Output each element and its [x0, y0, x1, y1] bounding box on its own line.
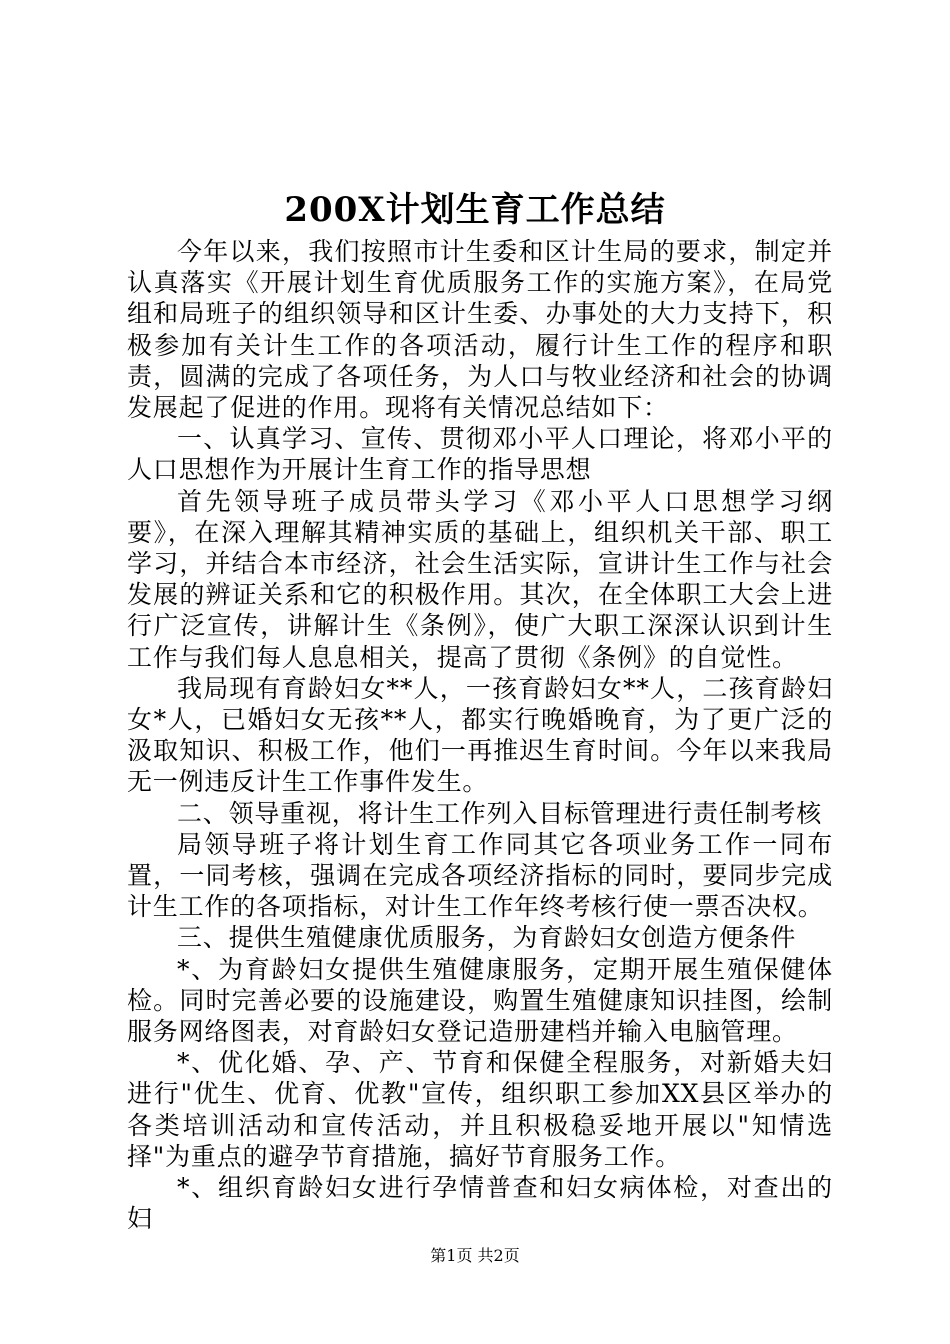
section-heading-3: 三、提供生殖健康优质服务，为育龄妇女创造方便条件 [177, 923, 797, 953]
paragraph-service-1: *、为育龄妇女提供生殖健康服务，定期开展生殖保健体检。同时完善必要的设施建设，购置生殖健康知识挂图，绘制服务网络图表，对育龄妇女登记造册建档并输入电脑管理。 [127, 954, 833, 1047]
section-heading-1: 一、认真学习、宣传、贯彻邓小平人口理论，将邓小平的人口思想作为开展计生育工作的指导思想 [127, 424, 833, 485]
document-body [127, 236, 833, 1235]
page-number-footer: 第1页 共2页 [430, 1246, 520, 1265]
paragraph-study: 首先领导班子成员带头学习《邓小平人口思想学习纲要》，在深入理解其精神实质的基础上，组织机关干部、职工学习，并结合本市经济，社会生活实际，宣讲计生工作与社会发展的辨证关系和它的积极作用。其次，在全体职工大会上进行广泛宣传，讲解计生《条例》，使广大职工深深认识到计生工作与我们每人息息相关，提高了贯彻《条例》的自觉性。 [127, 486, 833, 672]
paragraph-service-2: *、优化婚、孕、产、节育和保健全程服务，对新婚夫妇进行"优生、优育、优教"宣传，组织职工参加XX县区举办的各类培训活动和宣传活动，并且积极稳妥地开展以"知情选择"为重点的避孕节育措施，搞好节育服务工作。 [127, 1048, 833, 1171]
paragraph-service-3: *、组织育龄妇女进行孕情普查和妇女病体检，对查出的妇 [127, 1173, 833, 1234]
paragraph-intro: 今年以来，我们按照市计生委和区计生局的要求，制定并认真落实《开展计划生育优质服务工作的实施方案》，在局党组和局班子的组织领导和区计生委、办事处的大力支持下，积极参加有关计生工作的各项活动，履行计生工作的程序和职责，圆满的完成了各项任务，为人口与牧业经济和社会的协调发展起了促进的作用。现将有关情况总结如下： [127, 237, 833, 423]
paragraph-leadership: 局领导班子将计划生育工作同其它各项业务工作一同布置，一同考核，强调在完成各项经济指标的同时，要同步完成计生工作的各项指标，对计生工作年终考核行使一票否决权。 [127, 829, 833, 922]
paragraph-statistics: 我局现有育龄妇女**人，一孩育龄妇女**人，二孩育龄妇女*人，已婚妇女无孩**人，都实行晚婚晚育，为了更广泛的汲取知识、积极工作，他们一再推迟生育时间。今年以来我局无一例违反计生工作事件发生。 [127, 673, 833, 797]
section-heading-2: 二、领导重视，将计生工作列入目标管理进行责任制考核 [177, 798, 823, 828]
document-title: 200X计划生育工作总结 [284, 190, 666, 230]
